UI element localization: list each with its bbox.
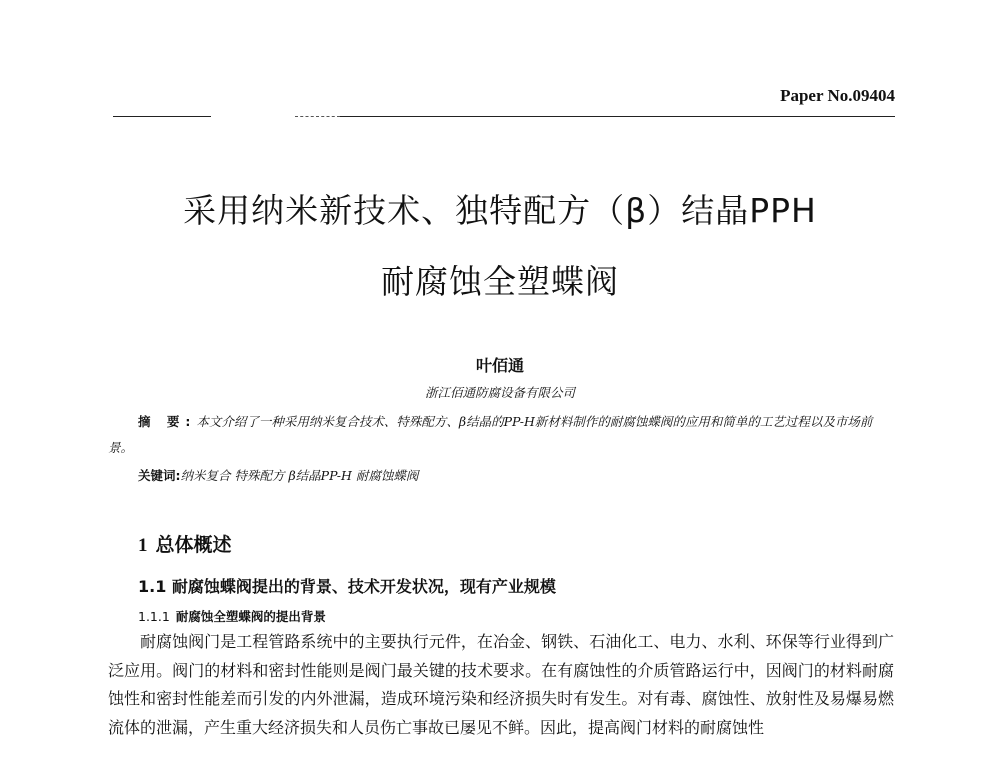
abstract-label: 摘 要: bbox=[138, 414, 197, 429]
keywords bbox=[138, 466, 418, 484]
keywords-label: 关键词: bbox=[138, 468, 181, 483]
subsubsection-number: 1.1.1 bbox=[138, 609, 170, 624]
section-heading-1 bbox=[138, 530, 232, 557]
author-affiliation: 浙江佰通防腐设备有限公司 bbox=[424, 385, 575, 400]
header-rule-main bbox=[340, 116, 895, 117]
section-title: 总体概述 bbox=[155, 534, 232, 556]
header-rule-left bbox=[113, 116, 211, 117]
paper-number: Paper No.09404 bbox=[780, 86, 895, 105]
subsubsection-heading-1-1-1 bbox=[138, 607, 326, 625]
subsection-heading-1-1: 1.1 耐腐蚀蝶阀提出的背景、技术开发状况，现有产业规模 bbox=[138, 577, 556, 596]
subsubsection-title: 耐腐蚀全塑蝶阀的提出背景 bbox=[175, 609, 326, 624]
author-name: 叶佰通 bbox=[475, 356, 524, 375]
paper-title-line2: 耐腐蚀全塑蝶阀 bbox=[381, 262, 619, 301]
body-paragraph: 耐腐蚀阀门是工程管路系统中的主要执行元件，在冶金、钢铁、石油化工、电力、水利、环保等行业得到广泛应用。阀门的材料和密封性能则是阀门最关键的技术要求。在有腐蚀性的介质管路运行中，因阀门的材料耐腐蚀性和密封性能差而引发的内外泄漏，造成环境污染和经济损失时有发生。对有毒、腐蚀性、放射性及易爆易燃流体的泄漏，产生重大经济损失和人员伤亡事故已屡见不鲜。因此，提高阀门材料的耐腐蚀性 bbox=[108, 632, 894, 737]
keywords-text: 纳米复合 特殊配方 β结晶PP-H 耐腐蚀蝶阀 bbox=[180, 468, 419, 483]
header-rule-dashed bbox=[295, 116, 340, 117]
section-number: 1 bbox=[138, 535, 148, 556]
paper-title-line1: 采用纳米新技术、独特配方（β）结晶PPH bbox=[183, 191, 817, 230]
abstract-text: 本文介绍了一种采用纳米复合技术、特殊配方、β结晶的PP-H新材料制作的耐腐蚀蝶阀的应用和简单的工艺过程以及市场前景。 bbox=[108, 414, 873, 455]
abstract bbox=[108, 409, 894, 461]
